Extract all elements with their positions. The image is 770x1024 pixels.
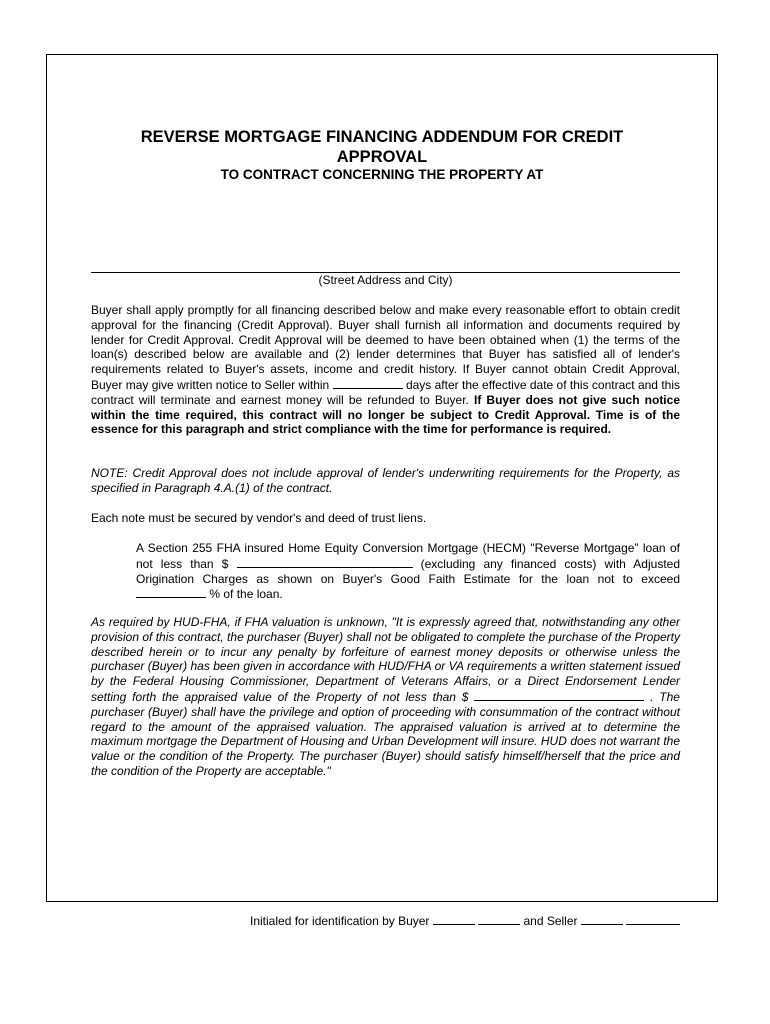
- loan-amount-field[interactable]: [237, 556, 413, 568]
- buyer-initial-1-field[interactable]: [433, 913, 475, 925]
- hecm-text-c: % of the loan.: [209, 587, 283, 602]
- credit-approval-note: NOTE: Credit Approval does not include approval of lender's underwriting requirements for the Property, as specified in Paragraph 4.A.(1) of the contract.: [91, 466, 680, 495]
- credit-approval-paragraph: [91, 303, 680, 437]
- title-line-2: APPROVAL: [336, 148, 428, 166]
- notice-days-field[interactable]: [333, 377, 403, 389]
- hecm-text-b: (excluding any financed costs) with Adjusted Origination Charges as shown on Buyer's Good Faith Estimate for the loan not to exceed: [136, 556, 680, 586]
- seller-initial-2-field[interactable]: [626, 913, 680, 925]
- hud-fha-text-a: As required by HUD-FHA, if FHA valuation is unknown, "It is expressly agreed that, notwithstanding any other provision of this contract, the purchaser (Buyer) shall not be obligated to complete the purchase of the Property described herein or to incur any penalty by forfeiture of earnest money deposits or otherwise unless the purchaser (Buyer) has been given in accordance with HUD/FHA or VA requirements a written statement issued by the Federal Housing Commissioner, Department of Veterans Affairs, or a Direct Endorsement Lender setting forth the appraised value of the Property of not less than $: [91, 615, 680, 704]
- credit-approval-bold-text: If Buyer does not give such notice within the time required, this contract will no longer be subject to Credit Approval. Time is of the essence for this paragraph and strict compliance with the time for performance is required.: [91, 392, 680, 437]
- credit-approval-text-a: Buyer shall apply promptly for all financing described below and make every reasonable effort to obtain credit approval for the financing (Credit Approval). Buyer shall furnish all information and documents required by lender for Credit Approval. Credit Approval will be deemed to have been obtained when (1) the terms of the loan(s) described below are available and (2) lender determines that Buyer has satisfied all of lender's requirements related to Buyer's assets, income and credit history. If Buyer cannot obtain Credit Approval, Buyer may give written notice to Seller within: [91, 303, 680, 392]
- hecm-text-a: A Section 255 FHA insured Home Equity Conversion Mortgage (HECM) "Reverse Mortgage” loan of not less than $: [136, 541, 680, 571]
- buyer-initial-2-field[interactable]: [478, 913, 520, 925]
- seller-initial-1-field[interactable]: [581, 913, 623, 925]
- lien-requirement-text: Each note must be secured by vendor's and deed of trust liens.: [91, 511, 427, 525]
- seller-initials-label: and Seller: [523, 914, 578, 928]
- hud-fha-text-b: . The purchaser (Buyer) shall have the privilege and option of proceeding with consummation of the contract without regard to the amount of the appraised valuation. The appraised valuation is arrived at to determine the maximum mortgage the Department of Housing and Urban Development will insure. HUD does not warrant the value or the condition of the Property. The purchaser (Buyer) should satisfy himself/herself that the price and the condition of the Property are acceptable.": [91, 689, 680, 778]
- document-title: [46, 127, 718, 167]
- title-line-1: REVERSE MORTGAGE FINANCING ADDENDUM FOR CREDIT: [140, 128, 624, 146]
- origination-percent-field[interactable]: [136, 586, 206, 598]
- street-address-caption: (Street Address and City): [318, 273, 453, 287]
- hud-fha-paragraph: [91, 615, 680, 779]
- credit-approval-text-b: days after the effective date of this contract and this contract will terminate and earnest money will be refunded to Buyer.: [91, 377, 681, 407]
- buyer-initials-label: Initialed for identification by Buyer: [250, 914, 430, 928]
- hecm-loan-paragraph: [136, 541, 680, 602]
- appraised-value-field[interactable]: [474, 689, 644, 701]
- initials-footer: [250, 913, 680, 929]
- document-subtitle: TO CONTRACT CONCERNING THE PROPERTY AT: [220, 167, 544, 182]
